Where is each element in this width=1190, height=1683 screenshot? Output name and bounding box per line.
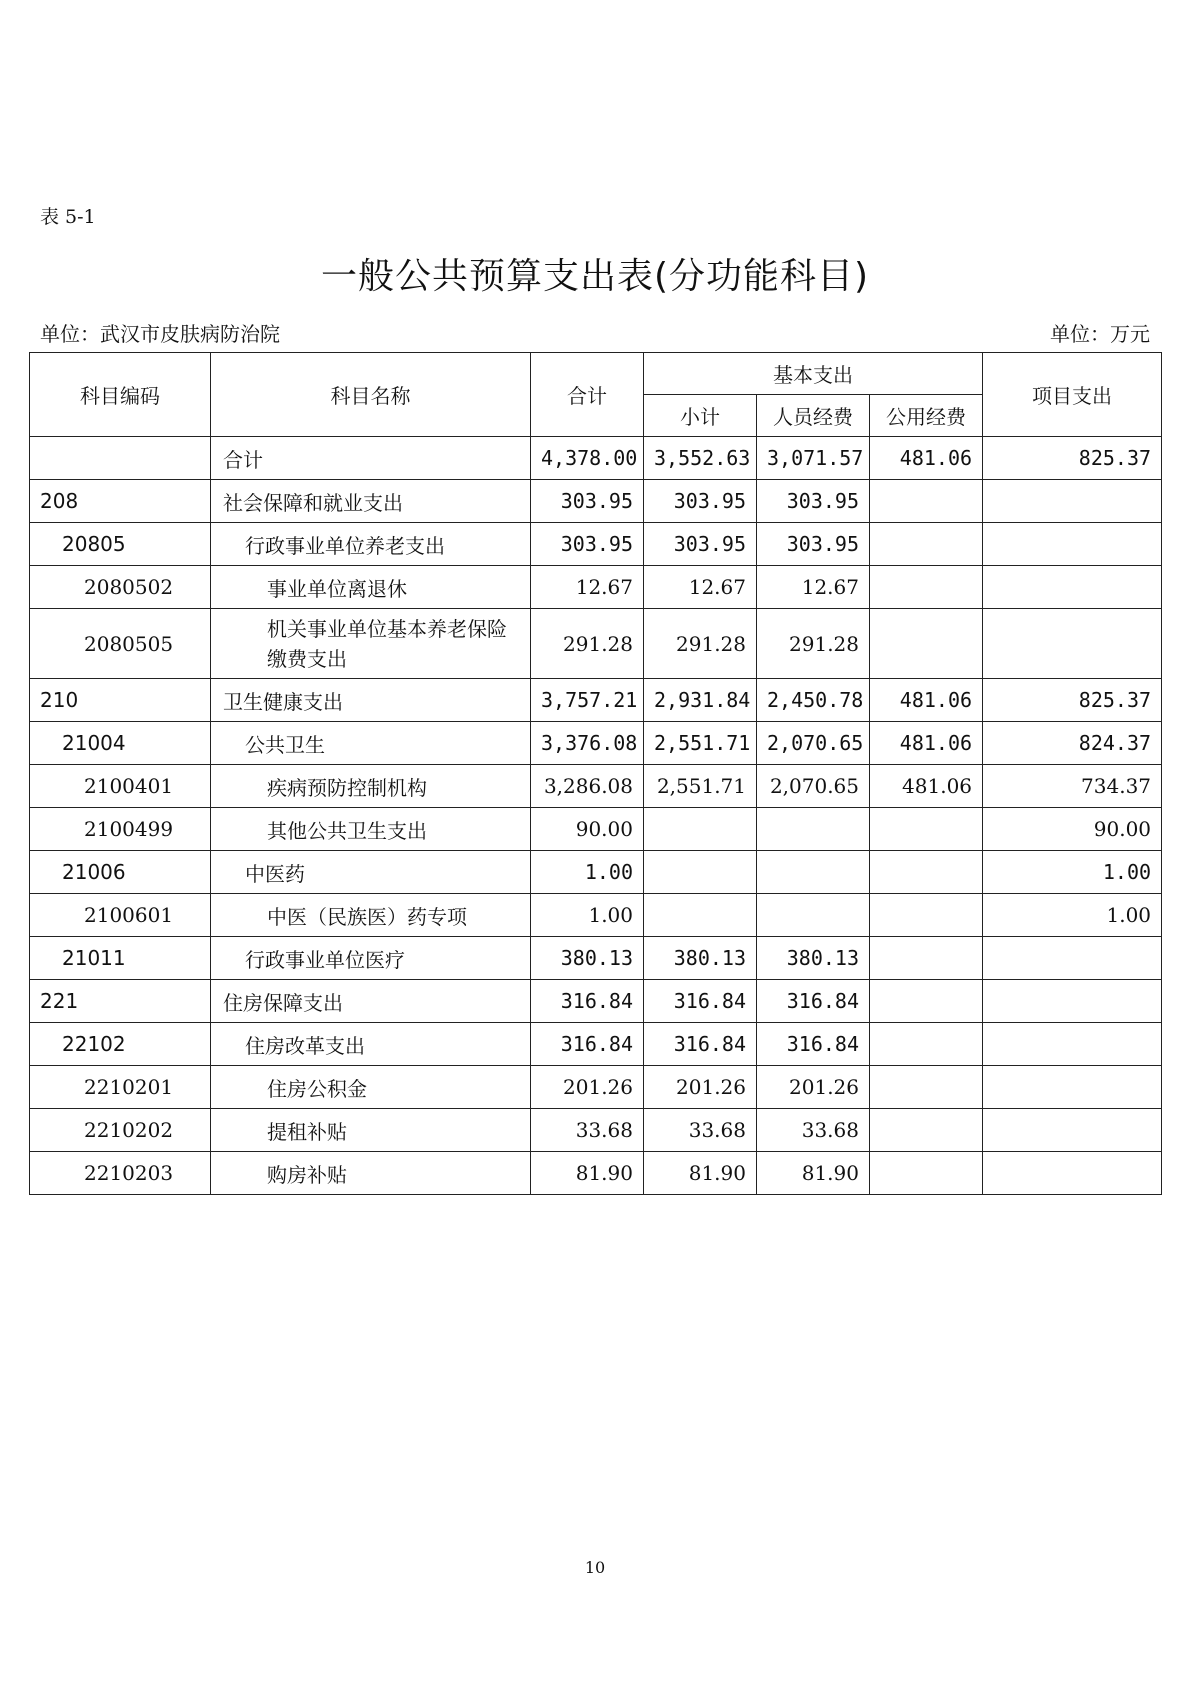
cell-subtotal: 201.26 [644, 1066, 757, 1109]
cell-subtotal [644, 851, 757, 894]
table-row [30, 1066, 1162, 1109]
table-row [30, 1152, 1162, 1195]
table-header [30, 353, 1162, 437]
cell-code: 221 [30, 980, 211, 1023]
cell-name: 社会保障和就业支出 [211, 480, 531, 523]
cell-code: 2100601 [30, 894, 211, 937]
cell-name: 事业单位离退休 [211, 566, 531, 609]
cell-total: 1.00 [531, 894, 644, 937]
cell-public-use: 481.06 [870, 765, 983, 808]
unit-currency: 单位：万元 [1050, 322, 1150, 346]
cell-total: 303.95 [531, 523, 644, 566]
cell-public-use [870, 566, 983, 609]
cell-subtotal: 2,551.71 [644, 722, 757, 765]
header-total: 合计 [531, 353, 644, 437]
table-row [30, 980, 1162, 1023]
cell-project [983, 480, 1162, 523]
cell-project: 1.00 [983, 894, 1162, 937]
table-row [30, 480, 1162, 523]
table-row [30, 679, 1162, 722]
cell-subtotal: 316.84 [644, 1023, 757, 1066]
cell-code: 2210201 [30, 1066, 211, 1109]
header-subtotal: 小计 [644, 395, 757, 437]
cell-project: 1.00 [983, 851, 1162, 894]
cell-total: 316.84 [531, 980, 644, 1023]
cell-project [983, 980, 1162, 1023]
cell-code: 210 [30, 679, 211, 722]
cell-subtotal [644, 894, 757, 937]
table-row [30, 851, 1162, 894]
cell-name: 住房改革支出 [211, 1023, 531, 1066]
cell-project: 734.37 [983, 765, 1162, 808]
header-name: 科目名称 [211, 353, 531, 437]
page-title: 一般公共预算支出表(分功能科目) [320, 256, 870, 297]
header-personnel: 人员经费 [757, 395, 870, 437]
cell-subtotal: 3,552.63 [644, 437, 757, 480]
budget-table [29, 352, 1162, 1195]
cell-project [983, 523, 1162, 566]
cell-total: 33.68 [531, 1109, 644, 1152]
cell-code: 208 [30, 480, 211, 523]
cell-public-use [870, 523, 983, 566]
cell-subtotal: 2,931.84 [644, 679, 757, 722]
cell-personnel: 316.84 [757, 1023, 870, 1066]
cell-name: 提租补贴 [211, 1109, 531, 1152]
cell-personnel [757, 851, 870, 894]
cell-total: 316.84 [531, 1023, 644, 1066]
cell-name: 中医药 [211, 851, 531, 894]
cell-name: 疾病预防控制机构 [211, 765, 531, 808]
cell-public-use [870, 1066, 983, 1109]
cell-public-use: 481.06 [870, 679, 983, 722]
cell-project: 825.37 [983, 679, 1162, 722]
cell-total: 380.13 [531, 937, 644, 980]
cell-public-use [870, 609, 983, 679]
cell-public-use: 481.06 [870, 722, 983, 765]
cell-public-use [870, 1152, 983, 1195]
cell-name: 合计 [211, 437, 531, 480]
cell-code: 2080505 [30, 609, 211, 679]
cell-code [30, 437, 211, 480]
cell-total: 3,757.21 [531, 679, 644, 722]
cell-project [983, 1152, 1162, 1195]
cell-project: 825.37 [983, 437, 1162, 480]
cell-code: 21004 [30, 722, 211, 765]
cell-name: 机关事业单位基本养老保险缴费支出 [211, 609, 531, 679]
cell-project [983, 937, 1162, 980]
cell-public-use: 481.06 [870, 437, 983, 480]
cell-personnel: 201.26 [757, 1066, 870, 1109]
cell-code: 20805 [30, 523, 211, 566]
cell-personnel: 316.84 [757, 980, 870, 1023]
cell-name: 住房保障支出 [211, 980, 531, 1023]
cell-total: 81.90 [531, 1152, 644, 1195]
cell-personnel: 33.68 [757, 1109, 870, 1152]
cell-name: 住房公积金 [211, 1066, 531, 1109]
cell-code: 21006 [30, 851, 211, 894]
cell-total: 291.28 [531, 609, 644, 679]
cell-total: 303.95 [531, 480, 644, 523]
cell-subtotal: 303.95 [644, 523, 757, 566]
cell-total: 90.00 [531, 808, 644, 851]
table-row [30, 1023, 1162, 1066]
header-row-top [30, 353, 1162, 395]
header-project-expenditure: 项目支出 [983, 353, 1162, 437]
table-row [30, 609, 1162, 679]
table-label: 表 5-1 [40, 206, 96, 228]
cell-subtotal: 380.13 [644, 937, 757, 980]
cell-name: 行政事业单位养老支出 [211, 523, 531, 566]
cell-personnel [757, 808, 870, 851]
table-row [30, 894, 1162, 937]
cell-personnel: 2,450.78 [757, 679, 870, 722]
cell-personnel: 291.28 [757, 609, 870, 679]
cell-subtotal: 291.28 [644, 609, 757, 679]
cell-total: 12.67 [531, 566, 644, 609]
cell-code: 2210202 [30, 1109, 211, 1152]
cell-public-use [870, 894, 983, 937]
cell-code: 21011 [30, 937, 211, 980]
table-row [30, 722, 1162, 765]
cell-total: 201.26 [531, 1066, 644, 1109]
cell-personnel [757, 894, 870, 937]
cell-project [983, 1109, 1162, 1152]
cell-name: 其他公共卫生支出 [211, 808, 531, 851]
cell-project: 824.37 [983, 722, 1162, 765]
cell-personnel: 2,070.65 [757, 765, 870, 808]
cell-total: 4,378.00 [531, 437, 644, 480]
cell-name: 公共卫生 [211, 722, 531, 765]
cell-project [983, 609, 1162, 679]
cell-code: 2210203 [30, 1152, 211, 1195]
cell-code: 22102 [30, 1023, 211, 1066]
cell-project: 90.00 [983, 808, 1162, 851]
cell-subtotal: 303.95 [644, 480, 757, 523]
cell-name: 购房补贴 [211, 1152, 531, 1195]
cell-public-use [870, 480, 983, 523]
cell-public-use [870, 808, 983, 851]
cell-name: 行政事业单位医疗 [211, 937, 531, 980]
cell-public-use [870, 1023, 983, 1066]
table-row [30, 523, 1162, 566]
cell-subtotal: 33.68 [644, 1109, 757, 1152]
table-body [30, 437, 1162, 1195]
cell-code: 2100401 [30, 765, 211, 808]
cell-public-use [870, 1109, 983, 1152]
cell-subtotal: 12.67 [644, 566, 757, 609]
table-row [30, 1109, 1162, 1152]
table-row [30, 566, 1162, 609]
cell-subtotal [644, 808, 757, 851]
header-basic-expenditure: 基本支出 [644, 353, 983, 395]
cell-personnel: 303.95 [757, 480, 870, 523]
cell-project [983, 566, 1162, 609]
cell-personnel: 2,070.65 [757, 722, 870, 765]
header-public-use: 公用经费 [870, 395, 983, 437]
cell-public-use [870, 980, 983, 1023]
table-row [30, 937, 1162, 980]
cell-total: 3,286.08 [531, 765, 644, 808]
cell-project [983, 1023, 1162, 1066]
cell-subtotal: 81.90 [644, 1152, 757, 1195]
cell-personnel: 3,071.57 [757, 437, 870, 480]
cell-subtotal: 2,551.71 [644, 765, 757, 808]
header-code: 科目编码 [30, 353, 211, 437]
cell-personnel: 12.67 [757, 566, 870, 609]
cell-total: 3,376.08 [531, 722, 644, 765]
unit-organization: 单位：武汉市皮肤病防治院 [40, 322, 280, 346]
cell-project [983, 1066, 1162, 1109]
table-row [30, 437, 1162, 480]
cell-personnel: 81.90 [757, 1152, 870, 1195]
page-number: 10 [584, 1558, 606, 1577]
cell-total: 1.00 [531, 851, 644, 894]
cell-public-use [870, 851, 983, 894]
cell-name: 中医（民族医）药专项 [211, 894, 531, 937]
cell-personnel: 380.13 [757, 937, 870, 980]
cell-code: 2080502 [30, 566, 211, 609]
cell-subtotal: 316.84 [644, 980, 757, 1023]
cell-personnel: 303.95 [757, 523, 870, 566]
cell-public-use [870, 937, 983, 980]
table-row [30, 765, 1162, 808]
cell-code: 2100499 [30, 808, 211, 851]
cell-name: 卫生健康支出 [211, 679, 531, 722]
table-row [30, 808, 1162, 851]
